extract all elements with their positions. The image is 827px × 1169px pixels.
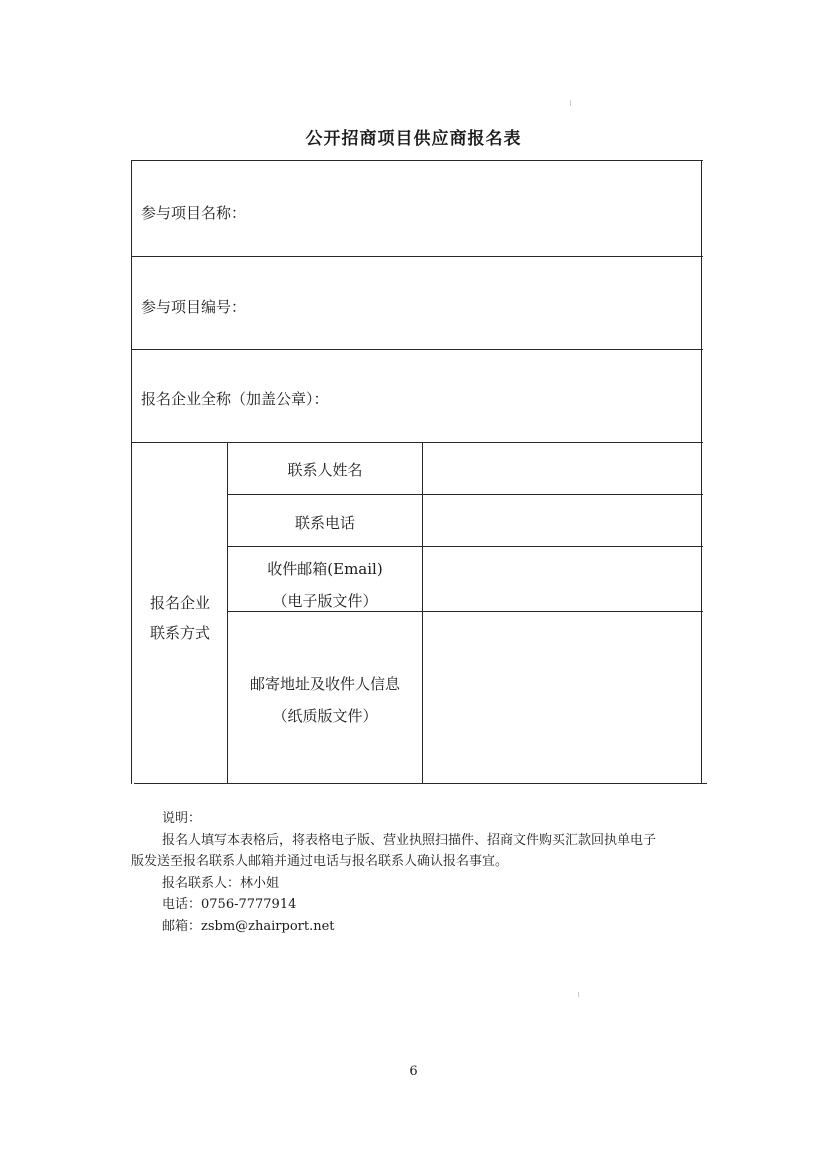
scan-speck xyxy=(570,100,571,106)
address-label-line1: 邮寄地址及收件人信息 xyxy=(249,675,400,693)
contact-row-divider-2 xyxy=(227,546,703,547)
address-value[interactable] xyxy=(431,680,691,700)
scan-speck xyxy=(578,992,579,997)
registration-form-table xyxy=(131,160,703,784)
notes-email: 邮箱：zsbm@zhairport.net xyxy=(162,918,335,934)
table-border-right xyxy=(701,160,702,784)
email-label xyxy=(227,553,423,617)
notes-heading: 说明： xyxy=(162,811,202,826)
project-number-label: 参与项目编号： xyxy=(141,298,247,316)
contact-row-divider-1 xyxy=(227,494,703,495)
row-divider-2 xyxy=(131,349,703,350)
email-label-line2: （电子版文件） xyxy=(272,592,378,610)
contact-phone-value[interactable] xyxy=(431,513,691,533)
address-label xyxy=(227,668,423,732)
notes-paragraph-line2: 版发送至报名联系人邮箱并通过电话与报名联系人确认报名事宜。 xyxy=(131,854,509,869)
contact-phone-label: 联系电话 xyxy=(294,514,355,532)
instructions xyxy=(131,808,731,937)
email-value[interactable] xyxy=(431,565,691,585)
page-title: 公开招商项目供应商报名表 xyxy=(305,129,522,149)
page-number: 6 xyxy=(409,1064,418,1079)
contact-group-label-line1: 报名企业 xyxy=(149,594,210,612)
address-label-line2: （纸质版文件） xyxy=(272,707,378,725)
table-border-left xyxy=(131,160,132,784)
company-name-label: 报名企业全称（加盖公章）： xyxy=(141,390,329,408)
contact-group-label xyxy=(131,588,229,648)
row-divider-1 xyxy=(131,256,703,257)
notes-paragraph-line1: 报名人填写本表格后，将表格电子版、营业执照扫描件、招商文件购买汇款回执单电子 xyxy=(162,832,657,848)
contact-group-label-line2: 联系方式 xyxy=(149,624,210,642)
notes-phone: 电话：0756-7777914 xyxy=(162,897,297,912)
notes-contact: 报名联系人：林小姐 xyxy=(162,875,280,891)
table-border-bottom xyxy=(134,783,707,784)
email-label-line1: 收件邮箱(Email) xyxy=(267,560,383,578)
row-divider-3 xyxy=(131,442,703,443)
contact-person-label: 联系人姓名 xyxy=(287,461,363,479)
contact-person-value[interactable] xyxy=(431,460,691,480)
project-name-label: 参与项目名称： xyxy=(141,204,247,222)
table-border-top xyxy=(131,160,703,161)
